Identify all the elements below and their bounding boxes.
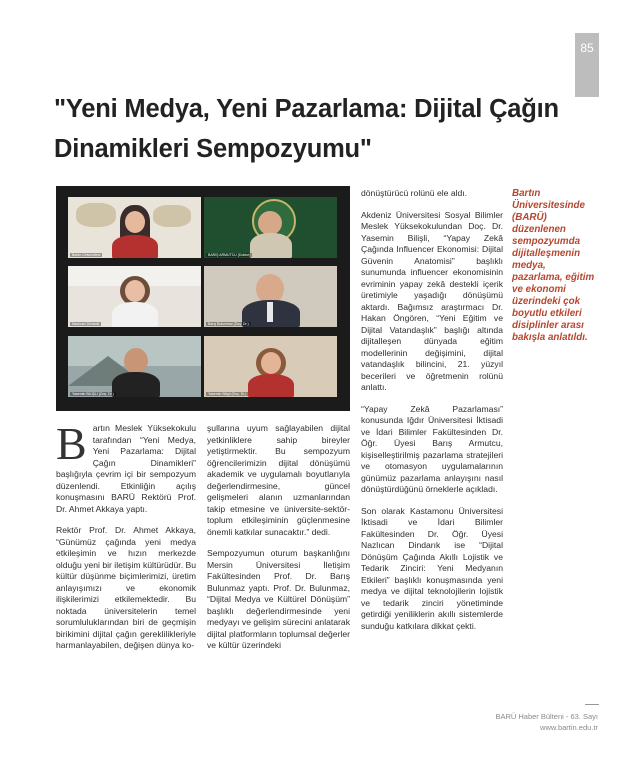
footer	[470, 711, 598, 733]
page-title: "Yeni Medya, Yeni Pazarlama: Dijital Çağın Dinamikleri Sempozyumu"	[54, 95, 559, 163]
participant-tile	[68, 266, 201, 327]
pull-quote: Bartın Üniversitesinde (BARÜ) düzenlenen sempozyumda dijitalleşmenin medya, pazarlama, eğitim ve ekonomi üzerindeki çok boyutlu etkileri disiplinler arası bakışla anlatıldı.	[512, 188, 595, 343]
article-paragraph: artın Meslek Yüksekokulu tarafından “Yeni Medya, Yeni Pazarlama: Dijital Çağın Dinamikleri” başlığıyla çevrim içi bir sempozyum düzenlendi. Etkinliğin açılış konuşmasını BARÜ Rektörü Prof. Dr. Ahmet Akkaya yaptı.	[56, 423, 196, 514]
article-paragraph: “Yapay Zekâ Pazarlaması” konusunda Iğdır Üniversitesi İktisadi ve İdari Bilimler Fakültesinden Dr. Öğr. Üyesi Barış Armutcu, kişiselleştirilmiş pazarlama stratejileri ve otomasyon uygulamalarının günümüz pazarlama anlayışını nasıl dönüştürdüğünü örneklerle açıkladı.	[361, 403, 503, 494]
article-paragraph: Rektör Prof. Dr. Ahmet Akkaya, “Günümüz çağında yeni medya etkileşimin ve hızın merkezde olduğu yeni bir iletişim kültürüdür. Bu kültür düşünme biçimlerimizi, üretim anlayışımızı ve ekonomik ilişkilerimizi etkilemektedir. Bu noktada üniversitelerin temel sorumluluklarından biri de geçmişin birikimini dijital çağın gereklilikleriyle harmanlayabilen, değişen dünya ko-	[56, 525, 196, 650]
participant-tile	[204, 336, 337, 397]
participant-tile	[68, 197, 201, 258]
participant-name: Yasemin BİLİŞLİ (Doç. Dr.)	[72, 392, 114, 396]
article-column-2	[207, 423, 350, 662]
article-paragraph: Son olarak Kastamonu Üniversitesi İktisadi ve İdari Bilimler Fakültesinden Dr. Öğr. Üyesi Nazlıcan Dindarık ise “Dijital Dönüşüm Çağında Akıllı Lojistik ve Tedarik Zinciri: Yeni Medyanın Etkileri” başlıklı konuşmasında yeni medya ve dijital teknolojilerin lojistik ve tedarik zinciri yönetiminde getirdiği yeniliklerin akıllı sistemlerde sunduğu katkılara dikkat çekti.	[361, 505, 503, 631]
participant-tile	[68, 336, 201, 397]
participant-tile	[204, 266, 337, 327]
drop-cap: B	[56, 418, 87, 469]
page-number: 85	[575, 33, 599, 97]
article-paragraph: şullarına uyum sağlayabilen dijital yetkinliklere sahip bireyler yetiştirmektir. Bu sempozyum öğrencilerimizin dijital dönüşümü akademik ve uygulamalı boyutlarıyla değerlendirmesine, güncel gelişmeleri alanın uzmanlarından takip etmesine ve üniversite-sektör-toplum etkileşiminin güçlenmesine önemli katkılar sunacaktır.” dedi.	[207, 423, 350, 537]
article-paragraph: dönüştürücü rolünü ele aldı.	[361, 188, 468, 198]
participant-name: Nazlıcan Dindarik	[72, 322, 100, 326]
article-paragraph: Akdeniz Üniversitesi Sosyal Bilimler Meslek Yüksekokulundan Doç. Dr. Yasemin Bilişli, “Yapay Zekâ Çağında Influencer Ekonomisi: Dijital Güvenin Anatomisi” başlıklı sunumunda influencer ekonomisinin evriminin yapay zekâ destekli içerik üretimiyle yaşadığı dönüşümü aktardı. Bağımsız araştırmacı Dr. Hakan Öngören, “Yeni Eğitim ve Dijital Vatandaşlık” başlığı altında dijitalleşen dünyada eğitim modellerinin değişimini, dijital vatandaşlık bilincini, 21. yüzyıl becerileri ve öğretmenin rolünü anlattı.	[361, 209, 503, 392]
participant-name: Yasemin Biligli (Doç. Dr.)	[208, 392, 247, 396]
article-column-1	[56, 418, 196, 662]
website-link[interactable]: www.bartin.edu.tr	[540, 723, 598, 732]
article-paragraph: Sempozyumun oturum başkanlığını Mersin Üniversitesi İletişim Fakültesinden Prof. Dr. Barış Bulunmaz yaptı. Prof. Dr. Bulunmaz, “Dijital Medya ve Kültürel Dönüşüm” başlıklı değerlendirmesinde yeni medyayı ve gelişim sürecini anlatarak dijital platformların toplumsal değerler ve kültür üzerindeki	[207, 548, 350, 650]
participant-tile	[204, 197, 337, 258]
article-column-3	[361, 188, 503, 642]
video-conference-photo	[56, 186, 350, 411]
footer-divider	[585, 704, 599, 705]
participant-name: Barış Bulunmaz (Doç. Dr.)	[208, 322, 249, 326]
participant-name: Bartın Üniversitesi	[72, 253, 101, 257]
participant-name: BARIŞ ARMUTCU (Doktor)	[208, 253, 251, 257]
publication-name: BARÜ Haber Bülteni - 63. Sayı	[495, 712, 598, 721]
